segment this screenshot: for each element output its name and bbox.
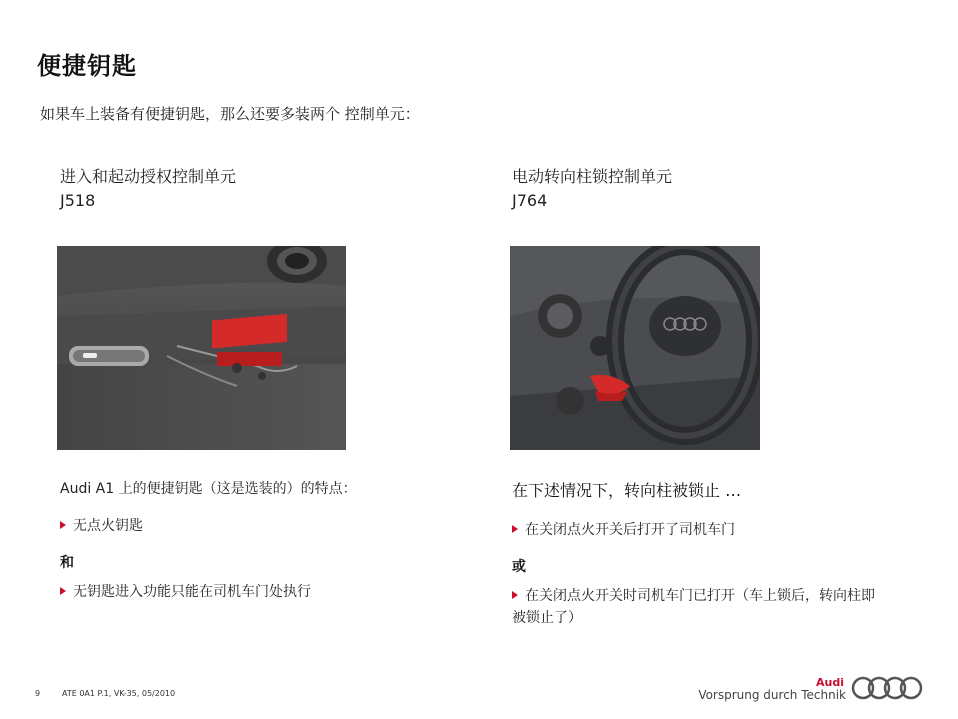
- footer-reference: ATE 0A1 P.1, VK-35, 05/2010: [62, 689, 176, 698]
- right-bullet-1: [512, 519, 735, 541]
- page-number: 9: [35, 689, 41, 698]
- steering-column-photo: [510, 246, 760, 450]
- left-bullet-2: [60, 581, 311, 603]
- audi-slogan: Vorsprung durch Technik: [698, 688, 846, 702]
- right-bullet-2: [512, 585, 942, 629]
- page-title: 便捷钥匙: [37, 52, 137, 80]
- audi-brand-text: Audi: [816, 676, 844, 689]
- left-conjunction: 和: [60, 555, 74, 571]
- left-bullet-1-text: 无点火钥匙: [73, 518, 143, 534]
- left-bullet-2-text: 无钥匙进入功能只能在司机车门处执行: [73, 584, 311, 600]
- intro-text: 如果车上装备有便捷钥匙，那么还要多装两个 控制单元：: [40, 105, 420, 123]
- right-unit-name: 电动转向柱锁控制单元: [512, 167, 673, 186]
- bullet-triangle-icon: [60, 521, 66, 529]
- left-caption: Audi A1 上的便捷钥匙（这是选装的）的特点：: [60, 481, 357, 497]
- left-unit-name: 进入和起动授权控制单元: [60, 167, 237, 186]
- bullet-triangle-icon: [60, 587, 66, 595]
- audi-rings-logo: [850, 674, 924, 706]
- glovebox-photo: [57, 246, 346, 450]
- right-bullet-2-line1: 在关闭点火开关时司机车门已打开（车上锁后，转向柱即: [525, 588, 875, 604]
- right-unit-code: J764: [512, 191, 548, 210]
- bullet-triangle-icon: [512, 591, 518, 599]
- right-conjunction: 或: [512, 559, 526, 575]
- right-caption: 在下述情况下，转向柱被锁止 …: [512, 481, 742, 500]
- right-bullet-1-text: 在关闭点火开关后打开了司机车门: [525, 522, 735, 538]
- left-bullet-1: [60, 515, 143, 537]
- right-bullet-2-line2: 被锁止了）: [512, 610, 582, 626]
- left-unit-code: J518: [60, 191, 96, 210]
- bullet-triangle-icon: [512, 525, 518, 533]
